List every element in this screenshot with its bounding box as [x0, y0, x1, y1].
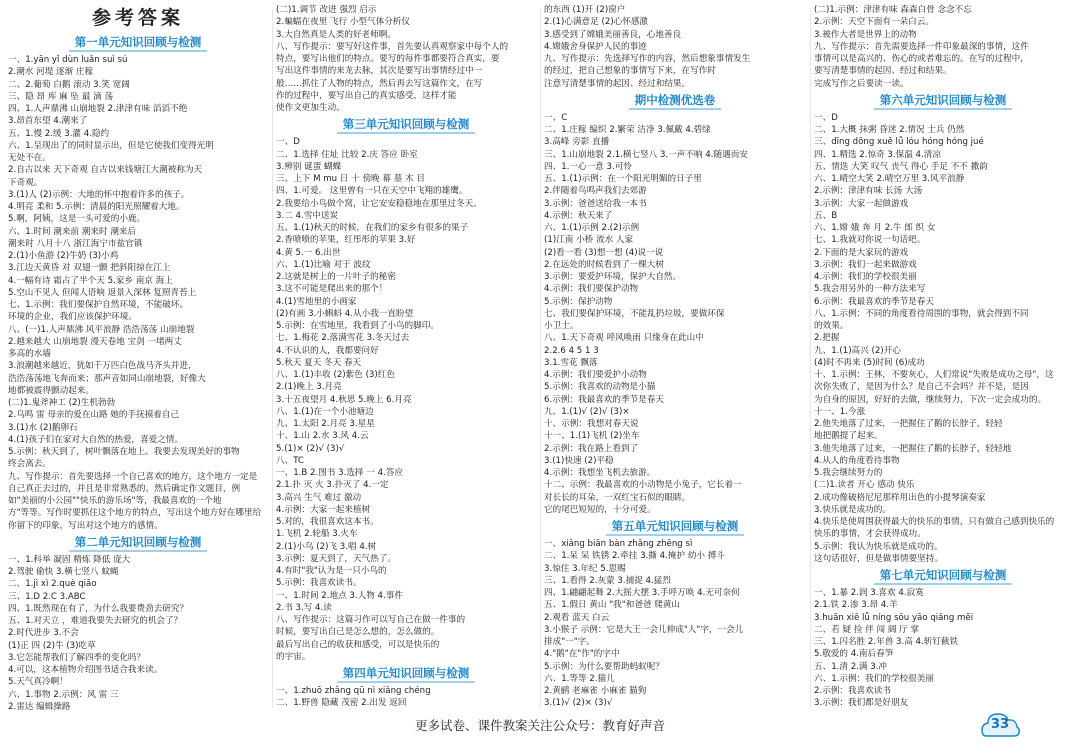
answer-line	[814, 710, 1072, 711]
answer-line: 注意写清楚事情的起因、经过和结果。	[544, 78, 691, 89]
answer-line: 5.示例：我喜欢的动物是小猫	[544, 382, 656, 393]
answer-line: 七、我们要保护环境，不能乱扔垃圾，要做环保	[544, 308, 725, 319]
answer-line: 2.成功像破格尼尼那样用出色的小提琴演奏家	[814, 492, 986, 503]
answer-line: (4)时不再来 (5)时间 (6)成功	[814, 357, 925, 368]
answer-line: 二、1.大概 抹粥 昏迷 2.情况 士兵 仍然	[814, 125, 965, 135]
answer-line: 4.示例：我们要爱护小动物	[544, 370, 647, 380]
page-title: 参考答案	[91, 7, 184, 29]
answer-line: 三、隐 昂 库 麻 坠 最 滴 荡	[8, 91, 114, 102]
answer-line: 2.伴随着鸟鸣声我们去郊游	[544, 186, 647, 197]
section-heading	[276, 116, 536, 134]
answer-line: 3.高峰 旁影 直播	[544, 137, 610, 148]
answer-line: 六、1.呈现出了的同时显示出，但是它使我们变得光明	[8, 140, 214, 151]
answer-line: 一、D	[814, 112, 838, 123]
section-heading-text: 第五单元知识回顾与检测	[606, 518, 745, 536]
answer-line: 如"美丽的小公园""快乐的游乐场"等，我最喜欢的一个地	[8, 496, 222, 506]
answer-line: 四、1.精选 2.惊奇 3.保温 4.清凉	[814, 149, 941, 160]
answer-line: 六、1.嫦 娥 奔 月 2.牛 郎 织 女	[814, 223, 936, 233]
answer-line: 二、1.庄稼 编织 2.繁荣 洁净 3.佩戴 4.碧绿	[544, 125, 711, 135]
answer-line: 五、1.(1)秋天的时候，在我们的家乡有很多的果子	[276, 223, 469, 233]
answer-line: 5.我会继续努力的	[814, 468, 883, 478]
answer-line: 3.被作大者是世界上的动物	[814, 29, 917, 40]
answer-line: 六、1.(1)示例 2.(2)示例	[544, 223, 640, 233]
answer-line: 潮来时 八月十八 浙江海宁市盐官镇	[8, 238, 143, 249]
answer-line: (1)正 四 (2)牛 (3)吃草	[8, 640, 96, 651]
answer-line: 二、2.葡萄 白鹅 滚动 3.笑 宽阔	[8, 79, 130, 90]
answer-line: 5.示例：我喜欢读书。	[276, 578, 362, 589]
section-heading-text: 期中检测优选卷	[629, 92, 722, 110]
answer-line: 2.下面的是大家玩的游戏	[814, 247, 909, 258]
answer-line: 3.示例：要爱护环境，保护大自然。	[544, 272, 682, 282]
answer-line: 1.飞机 2.轮船 3.火车	[276, 529, 358, 540]
answer-line: 六、1.晴空大笑 2.晴空万里 3.风平浪静	[814, 174, 965, 184]
answer-line: 九、1.(1)高兴 (2)开心	[814, 345, 901, 356]
answer-key-page	[8, 4, 1072, 710]
answer-line: 3.示例：爸爸送给我一本书	[544, 198, 647, 209]
answer-line: 四、1.人声鼎沸 山崩地裂 2.津津有味 滔滔不绝	[8, 104, 188, 114]
answer-line: 般……抓住了人物的特点，然后再去写这篇作文，在写	[276, 78, 483, 89]
answer-line: 八、写作提示：这篇习作可以写自己在做一件事的	[276, 615, 466, 625]
answer-line: 二、1.野兽 隐藏 茂密 2.出发 返回	[276, 698, 407, 709]
answer-line: 十二、示例：我最喜欢的小动物是小兔子，它长着一	[544, 480, 742, 491]
answer-line: 2.驾驶 偷快 3.横七竖八 蚊蝇	[8, 567, 119, 577]
answer-line: 4.明亮 柔和 5.示例：清晨的阳光照耀着大地。	[8, 202, 185, 212]
page-number: 33	[990, 717, 1010, 732]
answer-line: 无处不在。	[8, 153, 51, 163]
answer-line: 六、1.示例：我们的学校很美丽	[814, 673, 934, 684]
answer-line: 5.敬爱的 4.南后春笋	[814, 649, 894, 660]
answer-line: 3.huān xiē lǚ níng sōu yāo qiǎng mēi	[814, 612, 974, 623]
answer-line: 4.嫦娥舍身保护人民的事迹	[544, 41, 647, 52]
page-number-badge	[980, 708, 1020, 740]
answer-line: 一、1.暴 2.润 3.喜欢 4.寂寞	[814, 588, 924, 598]
answer-line: 2.潮水 河堤 逐渐 庄稼	[8, 67, 94, 78]
answer-line: 小卫士。	[544, 321, 579, 331]
section-heading-text: 第二单元知识回顾与检测	[69, 534, 208, 552]
answer-line: 3.大自然真是人类的好老师啊。	[276, 29, 396, 40]
answer-line: 快乐的事情，才会获得成功。	[814, 529, 926, 540]
answer-line: 七、1.我就对你说一句话吧。	[814, 235, 926, 246]
answer-line: 2.越来越大 山崩地裂 漫天卷地 宝剑 一堵两丈	[8, 336, 182, 347]
answer-line: 4.有时"我"认为是一只小鸟的	[276, 566, 387, 576]
answer-line: 排成"一"字。	[544, 637, 595, 647]
answer-line: 4.示例：大家一起来植树	[276, 504, 371, 515]
section-heading	[8, 534, 268, 552]
answer-line: 对长长的耳朵，一双红宝石似的眼睛。	[544, 492, 691, 503]
answer-line: 5.天气真冷啊！	[8, 677, 68, 688]
section-heading	[814, 567, 1072, 585]
answer-line: 3.(1)人 (2)示例：大地的怀中抱着许多的孩子。	[8, 189, 190, 200]
section-heading-text: 第七单元知识回顾与检测	[874, 567, 1013, 585]
answer-line: 五、1.对天立 ，难道我要失去研究的机会了？	[8, 616, 183, 626]
answer-line: 5.对的，我很喜欢这本书。	[276, 517, 379, 527]
answer-line: 十一、1.(1)飞机 (2)坐车	[544, 431, 640, 442]
answer-line: 八、(一)1.人声鼎沸 风平浪静 浩浩荡荡 山崩地裂	[8, 324, 195, 335]
answer-line: 3.他失地落了过来，一把握住了鹅的长脖子，轻轻地	[814, 443, 1012, 454]
answer-line: 3.示例：我们都是好朋友	[814, 698, 909, 709]
answer-line: 2.书 3.写 4.读	[276, 602, 332, 613]
answer-line: 五、情迭 大笑 叹气 丧气 得心 手足 不不 撒韵	[814, 161, 988, 172]
answer-column-2	[276, 4, 536, 710]
section-heading	[814, 92, 1072, 110]
answer-line: 5.示例：为什么要帮助蚂蚁呢？	[544, 661, 664, 672]
answer-line: 你留下的印象，写出对这个地方的感情。	[8, 520, 163, 531]
answer-line: 3.惊住 3.年纪 5.恩赐	[544, 563, 626, 574]
answer-line: 5.示例：我认为快乐就是成功的。	[814, 541, 943, 552]
answer-line: 2.他失地落了过来，一把握住了鹅的长脖子，轻轻	[814, 419, 1003, 429]
answer-line: 2.观看 蓝天 白云	[544, 612, 610, 623]
answer-line: 五、1.慢 2.缓 3.灌 4.隐约	[8, 128, 110, 139]
answer-line: 三、1.D 2.C 3.ABC	[8, 591, 86, 602]
answer-line: 五、B	[814, 210, 838, 221]
answer-line: 2.(1)小鱼游 (2)牛奶 (3)小鸡	[8, 251, 119, 261]
answer-line: 二、若 疑 捡 伴 闯 阔 厅 掌	[814, 624, 920, 635]
answer-line: 5.示例：在雪地里，我看到了小鸟的脚印。	[276, 321, 439, 331]
answer-line: 4.黄 5.一 6.出世	[276, 247, 341, 258]
answer-line: 二、1.选择 住址 比较 2.庆 答应 卧室	[276, 149, 418, 160]
answer-line	[544, 710, 806, 711]
answer-line: 3.示例：大家一起做游戏	[814, 198, 909, 209]
answer-line: 3.感受到了嫦娥美丽善良，心地善良	[544, 29, 682, 40]
answer-line: 4.不认识的人，我都要问好	[276, 345, 379, 356]
answer-line: 4.示例：我想坐飞机去旅游。	[544, 468, 656, 478]
answer-line: 四、1.一心一意 3.可怜	[544, 161, 632, 172]
answer-line: 八、TC	[276, 455, 304, 466]
answer-line: 2.我要给小鸟做个窝，让它安安稳稳地在那里过冬天。	[276, 198, 482, 209]
answer-line: 2.把握	[814, 333, 840, 344]
answer-line: 2.时代进步 3.不会	[8, 628, 79, 639]
answer-line: (2)看一看 (3)想一想 (4)说一说	[544, 247, 664, 258]
answer-line: 5.啊，阿姨，这是一头可爱的小鹿。	[8, 214, 146, 225]
answer-line: 十、1.示例：王林，不要灰心，人们常说"失败是成功之母"，这	[814, 370, 1054, 380]
answer-line: 作的过程中，要写出自己的真实感受，这样才能	[276, 90, 457, 101]
answer-line: 4.一幅有诗 霜占了半个天 5.家乡 南京 海上	[8, 275, 173, 286]
answer-line: 四、1.既然现在有了，为什么我要费劲去研究？	[8, 603, 189, 614]
answer-line: 3.示例：夏天到了，天气热了。	[276, 553, 396, 564]
answer-line: 4.可以，这本植物介绍图书适合我来读。	[8, 665, 163, 675]
answer-line: 九、1.太阳 2.月亮 3.星星	[276, 419, 375, 429]
answer-column-4	[814, 4, 1072, 710]
answer-line: 4.示例：我们的学校很美丽	[814, 272, 917, 282]
answer-line: 三、1.山崩地裂 2.1.横七竖八 3.一声不响 4.随遇而安	[544, 149, 748, 160]
answer-line: 六、1.事物 2.示例：风 雷 三	[8, 689, 119, 700]
answer-line: 4.示例：秋天来了	[544, 210, 613, 221]
answer-line: 3.江边天黄昏 对 双翅一颤 把斜阳掠在江上	[8, 263, 171, 274]
answer-line: 终会离去。	[8, 459, 51, 470]
answer-line: 五、1.清 2.满 3.冲	[814, 661, 888, 672]
answer-line: 环境的企业，我们应该保护环境。	[8, 312, 137, 323]
answer-line	[276, 710, 536, 711]
answer-line: 3.高兴 生气 难过 激动	[276, 492, 362, 503]
answer-line: 3.二 4.雪中送炭	[276, 210, 339, 221]
answer-line: 2.示例：天空下面有一朵白云。	[814, 17, 934, 28]
answer-line: 四、1.翩翩起舞 2.大摇大摆 3.手呼万唤 4.无可奈何	[544, 588, 740, 598]
answer-line: 5.秋天 夏天 冬天 春天	[276, 357, 362, 368]
answer-line: 八、1.(1)丰收 (2)紫色 (3)红色	[276, 370, 395, 380]
answer-line: 4.(1)孩子们在家对大自然的热爱，喜爱之情。	[8, 434, 184, 445]
answer-line: 2.乌鸣 雷 母亲的爱在山路 她的手抚摸着自己	[8, 410, 180, 421]
footer-note: 更多试卷、课件教案关注公众号：教育好声音	[414, 718, 665, 733]
answer-line: 2.(1)小鸟 (2)飞 3.唱 4.树	[276, 541, 377, 552]
answer-line: 三、上下 M mu 日 十 傍晚 幕 墓 木 目	[276, 174, 425, 184]
answer-line: 一、xiǎng biān bàn zhǎng zhēng sì	[544, 539, 693, 549]
answer-line: 最后写出自己的收获和感受，可以是快乐的	[276, 639, 440, 650]
answer-line: 的效果。	[814, 321, 849, 331]
section-heading	[8, 34, 268, 52]
answer-line: 3.昂首东望 4.潮来了	[8, 116, 88, 127]
answer-line: 2.黄鹂 老麻雀 小麻雀 猫狗	[544, 686, 647, 696]
answer-line: 3.(1)水 (2)鹅卵石	[8, 422, 78, 433]
answer-line: 它的尾巴短短的，十分可爱。	[544, 504, 656, 515]
answer-line: 一、1.yān yǐ dùn luǎn suì sú	[8, 55, 128, 65]
answer-line: 二、1.呆 呆 铁锈 2.牵挂 3.撕 4.掩护 幼小 搏斗	[544, 551, 725, 562]
answer-line: (二)1.读者 开心 感动 快乐	[814, 480, 915, 491]
answer-line: 方"等等。写作时要抓住这个地方的特点，写出这个地方好在哪里给	[8, 508, 262, 519]
answer-line: 3.这不可能是爬出来的那个！	[276, 284, 388, 295]
answer-line: 八、写作提示：要写好这件事，首先要认真观察家中每个人的	[276, 41, 509, 52]
section-heading	[544, 518, 806, 536]
answer-line: 六、1.(1)比喻 对于 波纹	[276, 259, 371, 270]
answer-line: 的宇宙。	[276, 651, 311, 662]
answer-line: 2.2.6 4 5 1 3	[544, 345, 599, 356]
answer-line: 多高的水墙	[8, 349, 51, 359]
answer-line: 下奇观。	[8, 177, 43, 188]
answer-line: 五、1.假日 黄山 "我"和爸爸 爬黄山	[544, 600, 681, 611]
answer-line: 九、写作提示：先选择写作的内容，然后想象事情发生	[544, 54, 751, 64]
answer-line: 2.自古以来 天下奇观 自古以来钱塘江大潮被称为天	[8, 165, 203, 176]
answer-line: 2.在远处的时候看到了一棵大树	[544, 259, 664, 270]
answer-line: 一、1.zhuō zhǎng qū nì xiǎng chéng	[276, 686, 431, 696]
answer-line: 2.示例：津津有味 长汤 大汤	[814, 186, 923, 197]
answer-line: 2.1.铁 2.渗 3.昂 4.羊	[814, 600, 898, 611]
section-heading-text: 第四单元知识回顾与检测	[337, 665, 476, 683]
answer-column-3	[544, 4, 806, 710]
answer-line: 四、1.可爱。 这里曾有一只在天空中飞翔的雄鹰。	[276, 186, 468, 197]
answer-line: 事情可以是高兴的、伤心的或者难忘的。在写的过程中，	[814, 54, 1029, 64]
answer-line: 八、1.示例：不同的角度看待周围的事物，就会得到不同	[814, 308, 1029, 319]
answer-line: 一、1.B 2.图书 3.选择 一 4.答应	[276, 468, 403, 478]
answer-line: 九、写作提示：首先要选择一个自己喜欢的地方，这个地方一定是	[8, 471, 258, 482]
answer-line: 2.示例：我喜欢读书	[814, 686, 891, 696]
answer-line: 4.示例：我们要保护动物	[544, 284, 639, 295]
answer-line: 一、C	[544, 112, 568, 123]
answer-line: 十一、1.今涨	[814, 406, 866, 417]
answer-line: 2.1.扑 灭 火 3.扑灭了 4.一定	[276, 480, 389, 491]
answer-line: 3.(1)快速 (2)平稳	[544, 455, 614, 466]
answer-line: 一、D	[276, 137, 300, 148]
answer-line: 3.快乐就是成功的。	[814, 504, 891, 515]
answer-line: 3.浪潮越来越近，犹如千万匹白色战马齐头并进，	[8, 361, 197, 372]
answer-line: 这句话很好，但是做事情要坚持。	[814, 553, 943, 564]
section-heading-text: 第六单元知识回顾与检测	[874, 92, 1013, 110]
answer-line: 八、1.天下奇观 呼风唤雨 只缘身在此山中	[544, 333, 704, 344]
column-divider	[272, 8, 273, 708]
answer-line: 时候，要写出自己是怎么想的，怎么做的。	[276, 627, 440, 638]
answer-line: 浩浩荡荡地飞奔而来；那声音如同山崩地裂，好像大	[8, 373, 206, 384]
answer-line: 4.快乐是使周围获得最大的快乐的事情，只有做自己感到快乐的	[814, 517, 1055, 527]
answer-line: 3.小猴子 示例：它是大王一会儿伸成"人"字，一会儿	[544, 624, 744, 635]
section-heading	[276, 665, 536, 683]
answer-line: 3.它怎能帮我们了解四季的变化吗？	[8, 652, 146, 663]
section-heading	[544, 92, 806, 110]
answer-line: 2.香喷喷的苹果，红彤彤的苹果 3.好	[276, 235, 416, 246]
answer-line: 要写清楚事情的起因、经过和结果。	[814, 66, 952, 77]
answer-line: 6.示例：我最喜欢的季节是春天	[814, 296, 934, 307]
answer-line: 地把鹅提了起来。	[814, 431, 883, 442]
answer-line: 十、1.山 2.水 3.风 4.云	[276, 431, 369, 442]
column-divider	[540, 8, 541, 708]
answer-line: 三、1.看得 2.灰蒙 3.捕捉 4.猛烈	[544, 575, 671, 586]
answer-line: 地都被震得颤动起来。	[8, 385, 94, 396]
column-divider	[810, 8, 811, 708]
answer-line: 次你失败了，是因为什么？是自己不会吗？并不是，是因	[814, 382, 1029, 393]
answer-line: 4."鹅"在"作"的字中	[544, 649, 620, 660]
answer-line: 六、1.时间 潮来前 潮来时 潮来后	[8, 226, 137, 237]
answer-line: 2.(1)晚上 3.月亮	[276, 382, 342, 393]
answer-line: 5.我会用另外的一种方法来写	[814, 284, 926, 295]
answer-column-1	[8, 4, 268, 710]
answer-line: 六、1.等等 2.猫儿	[544, 673, 615, 684]
answer-line: 3.示例：我们一起来做游戏	[814, 259, 917, 270]
answer-line: 5.示例：保护动物	[544, 296, 613, 307]
answer-line: 2.这就是树上的一片叶子的秘密	[276, 272, 396, 282]
answer-line: 的东西 (1)开 (2)窗户	[544, 5, 626, 15]
answer-line: 4.从人的角度看待事物	[814, 455, 900, 466]
answer-line: 3.1.雪花 飘落	[544, 357, 598, 368]
answer-line: 七、1.示例：我们要保护自然环境，不能破坏。	[8, 300, 189, 310]
answer-line: 一、1.科举 凝固 精炼 降低 庞大	[8, 554, 131, 565]
answer-line: 2.(1)心满意足 (2)心怀感激	[544, 17, 649, 28]
answer-line: 完成写作之后要读一读。	[814, 78, 909, 89]
answer-line: (1)江南 小桥 流水 人家	[544, 235, 634, 246]
answer-line: 三、dīng dōng xuě lǚ lóu hóng hóng jué	[814, 137, 984, 148]
answer-line: 的经过，把自己想象的事情写下来，在写作时	[544, 66, 716, 77]
answer-line: 十、示例：我想对春天说	[544, 419, 639, 429]
answer-line: 5.示例：秋天到了，树叶飘落在地上。我要去发现美好的事物	[8, 447, 240, 457]
answer-line: 2.蝙蝠在夜里 飞行 小型气体分析仪	[276, 17, 410, 28]
answer-line: 五、1.(1)示例：在一个阳光明媚的日子里	[544, 174, 702, 184]
section-heading-text: 第一单元知识回顾与检测	[69, 34, 208, 52]
answer-line: 5.空山不见人 但闻人语响 返景入深林 复照青苔上	[8, 287, 197, 298]
answer-line: (2)有画 3.小蝌蚪 4.从小我一直盼望	[276, 308, 414, 319]
answer-line: 九、1.(1)√ (2)√ (3)×	[544, 406, 630, 417]
answer-line: 3.十五夜望月 4.秋思 5.晚上 6.月亮	[276, 394, 412, 405]
answer-line: 4.(1)雪地里的小画家	[276, 296, 357, 307]
answer-line: (二)1.示例：津津有味 森森白骨 念念不忘	[814, 5, 972, 15]
answer-line: 一、1.时间 2.地点 3.人物 4.事件	[276, 590, 403, 601]
answer-line: 2.雷达 编辑操路	[8, 701, 71, 710]
answer-line: 5.(1)× (2)√ (3)√	[276, 443, 345, 454]
answer-line: 3.辨别 诞蛋 蝴蝶	[276, 161, 342, 172]
answer-line: 3.(1)√ (2)× (3)√	[544, 698, 613, 709]
answer-line: 九、写作提示：首先需要选择一件印象最深的事情，这件	[814, 41, 1029, 52]
answer-line: 2.示例：我在路上看到了	[544, 443, 639, 454]
answer-line: 使作文更加生动。	[276, 103, 345, 113]
answer-line: 6.示例：我最喜欢的季节是春天	[544, 394, 664, 405]
answer-line: 特点，要写出他们的特点。要写的每件事都要符合真实，要	[276, 54, 500, 64]
answer-line: 三、1.闪名胜 2.年兽 3.高 4.斩钉截铁	[814, 637, 959, 647]
answer-line: (二)1.调节 改进 强烈 启示	[276, 5, 377, 15]
answer-line: (二)1.鬼斧神工 (2)生机勃勃	[8, 398, 116, 408]
answer-line: 八、1.(1)在一个小池塘边	[276, 406, 374, 417]
answer-line: 自己真正去过的，并且是非常熟悉的。然后确定作文题目，例	[8, 483, 241, 494]
answer-line: 二、1.jì xì 2.què qiāo	[8, 579, 97, 590]
section-heading-text: 第三单元知识回顾与检测	[337, 116, 476, 134]
answer-line: 写出这件事情的来龙去脉，其次是要写出事情经过中一	[276, 66, 483, 77]
answer-line: 七、1.梅花 2.落满雪花 3.冬天过去	[276, 333, 410, 344]
answer-line: 为自身的原因，好好的去做，继续努力，下次一定会成功的。	[814, 394, 1047, 405]
